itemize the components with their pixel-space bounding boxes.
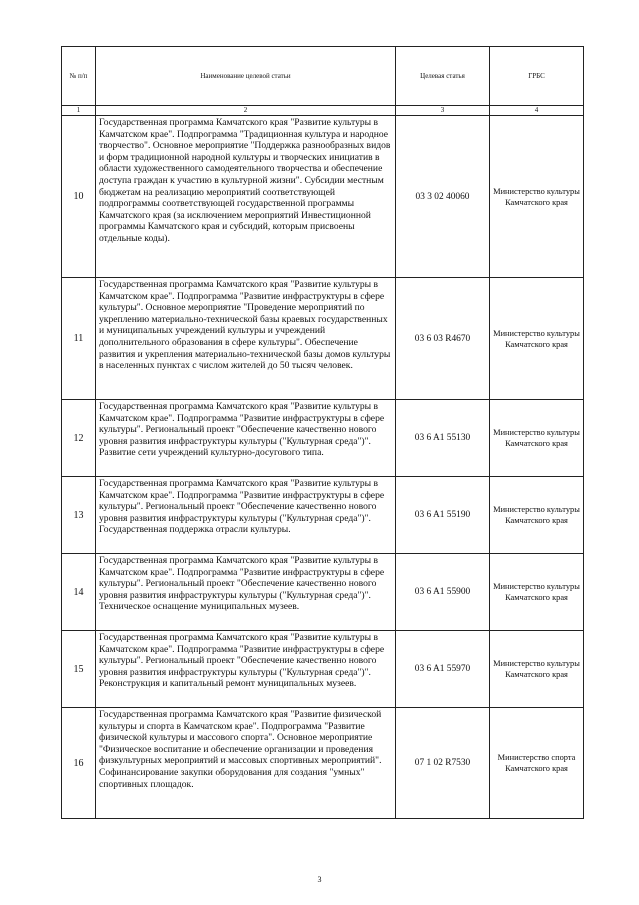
row-code: 07 1 02 R7530	[396, 708, 490, 819]
column-number-row	[62, 106, 584, 116]
row-grbs: Министерство культуры Камчатского края	[490, 631, 584, 708]
row-code: 03 6 03 R4670	[396, 278, 490, 400]
column-number: 4	[490, 106, 584, 116]
table-row	[62, 708, 584, 819]
row-number: 16	[62, 708, 96, 819]
row-name: Государственная программа Камчатского края "Развитие культуры в Камчатском крае". Подпрограмма "Традиционная культура и народное творчество". Основное мероприятие "Поддержка разнообразных видов и форм традиционной народной культуры и творческих инициатив в области художественного самодеятельного творчества и обеспечение доступа граждан к участию в культурной жизни". Субсидии местным бюджетам на реализацию мероприятий соответствующей подпрограммы соответствующей государственной программы Камчатского края (за исключением мероприятий Инвестиционной программы Камчатского края и субсидий, которым присвоены отдельные коды).	[96, 116, 396, 278]
row-grbs: Министерство культуры Камчатского края	[490, 477, 584, 554]
table-row	[62, 477, 584, 554]
row-name: Государственная программа Камчатского края "Развитие культуры в Камчатском крае". Подпрограмма "Развитие инфраструктуры в сфере культуры". Региональный проект "Обеспечение качественно нового уровня развития инфраструктуры культуры ("Культурная среда")". Техническое оснащение муниципальных музеев.	[96, 554, 396, 631]
row-code: 03 6 A1 55130	[396, 400, 490, 477]
page-number: 3	[317, 875, 322, 884]
row-name: Государственная программа Камчатского края "Развитие культуры в Камчатском крае". Подпрограмма "Развитие инфраструктуры в сфере культуры". Региональный проект "Обеспечение качественно нового уровня развития инфраструктуры культуры ("Культурная среда")". Развитие сети учреждений культурно-досугового типа.	[96, 400, 396, 477]
header-num: № п/п	[62, 47, 96, 106]
row-code: 03 6 A1 55900	[396, 554, 490, 631]
table-row	[62, 631, 584, 708]
row-number: 10	[62, 116, 96, 278]
row-code: 03 3 02 40060	[396, 116, 490, 278]
table-row	[62, 554, 584, 631]
table-row	[62, 400, 584, 477]
row-name: Государственная программа Камчатского края "Развитие культуры в Камчатском крае". Подпрограмма "Развитие инфраструктуры в сфере культуры". Основное мероприятие "Проведение мероприятий по укреплению материально-технической базы краевых государственных и муниципальных учреждений культуры и учреждений дополнительного образования в сфере культуры". Обеспечение развития и укрепления материально-технической базы домов культуры в населенных пунктах с числом жителей до 50 тысяч человек.	[96, 278, 396, 400]
row-name: Государственная программа Камчатского края "Развитие культуры в Камчатском крае". Подпрограмма "Развитие инфраструктуры в сфере культуры". Региональный проект "Обеспечение качественно нового уровня развития инфраструктуры культуры ("Культурная среда")". Государственная поддержка отрасли культуры.	[96, 477, 396, 554]
row-number: 11	[62, 278, 96, 400]
row-grbs: Министерство культуры Камчатского края	[490, 116, 584, 278]
table-header-row	[62, 47, 584, 106]
row-number: 13	[62, 477, 96, 554]
row-number: 14	[62, 554, 96, 631]
row-name: Государственная программа Камчатского края "Развитие культуры в Камчатском крае". Подпрограмма "Развитие инфраструктуры в сфере культуры". Региональный проект "Обеспечение качественно нового уровня развития инфраструктуры культуры ("Культурная среда")". Реконструкция и капитальный ремонт муниципальных музеев.	[96, 631, 396, 708]
column-number: 3	[396, 106, 490, 116]
row-code: 03 6 A1 55190	[396, 477, 490, 554]
column-number: 2	[96, 106, 396, 116]
budget-classification-table	[61, 46, 584, 819]
header-code: Целевая статья	[396, 47, 490, 106]
row-name: Государственная программа Камчатского края "Развитие физической культуры и спорта в Камчатском крае". Подпрограмма "Развитие физической культуры и массового спорта". Основное мероприятие "Физическое воспитание и обеспечение организации и проведения физкультурных мероприятий и массовых спортивных мероприятий". Софинансирование закупки оборудования для создания "умных" спортивных площадок.	[96, 708, 396, 819]
row-number: 12	[62, 400, 96, 477]
header-grbs: ГРБС	[490, 47, 584, 106]
row-grbs: Министерство культуры Камчатского края	[490, 400, 584, 477]
row-grbs: Министерство спорта Камчатского края	[490, 708, 584, 819]
table-row	[62, 278, 584, 400]
row-code: 03 6 A1 55970	[396, 631, 490, 708]
row-grbs: Министерство культуры Камчатского края	[490, 554, 584, 631]
row-grbs: Министерство культуры Камчатского края	[490, 278, 584, 400]
column-number: 1	[62, 106, 96, 116]
table-row	[62, 116, 584, 278]
header-name: Наименование целевой статьи	[96, 47, 396, 106]
row-number: 15	[62, 631, 96, 708]
